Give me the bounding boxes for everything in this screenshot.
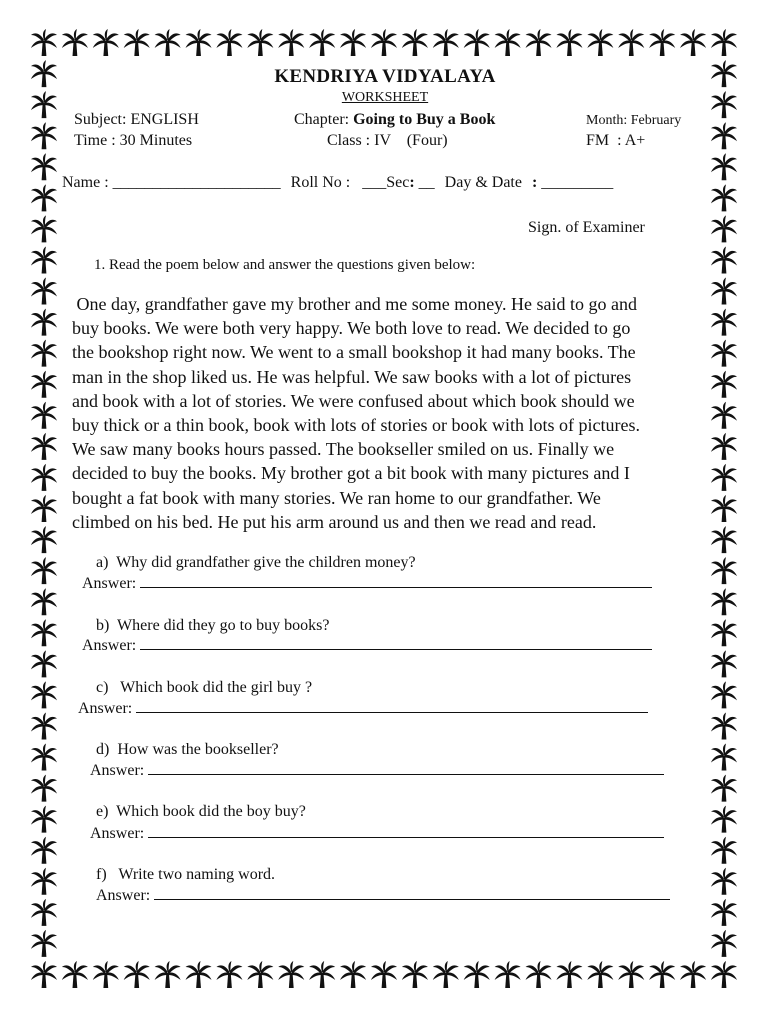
section-colon: : (409, 174, 415, 191)
section-label: ___Sec (362, 174, 410, 191)
palm-tree-icon (464, 29, 490, 56)
palm-tree-icon (711, 340, 737, 367)
palm-tree-icon (618, 961, 644, 988)
date-label: Day & Date (444, 174, 522, 191)
palm-tree-icon (495, 29, 521, 56)
palm-tree-icon (31, 215, 57, 242)
class: Class : IV (Four) (327, 132, 448, 149)
palm-tree-icon (711, 899, 737, 926)
palm-tree-icon (495, 961, 521, 988)
palm-tree-icon (31, 464, 57, 491)
palm-tree-icon (711, 588, 737, 615)
name-field[interactable]: _____________________ (112, 174, 281, 191)
palm-tree-icon (216, 961, 242, 988)
palm-tree-icon (711, 402, 737, 429)
palm-tree-icon (155, 29, 181, 56)
chapter-label: Chapter: (294, 111, 350, 128)
poem-line: decided to buy the books. My brother got a bit book with many pictures and I (72, 463, 630, 484)
palm-tree-icon (31, 184, 57, 211)
answer-e-line[interactable] (148, 825, 664, 838)
palm-tree-icon (711, 961, 737, 988)
palm-tree-icon (186, 961, 212, 988)
school-name: KENDRIYA VIDYALAYA (274, 66, 496, 87)
palm-tree-icon (31, 588, 57, 615)
question-d: d) How was the bookseller? (96, 741, 279, 758)
palm-tree-icon (31, 153, 57, 180)
palm-tree-icon (711, 619, 737, 646)
palm-tree-icon (680, 29, 706, 56)
palm-tree-icon (711, 246, 737, 273)
palm-tree-icon (278, 961, 304, 988)
palm-tree-icon (62, 961, 88, 988)
palm-tree-icon (31, 246, 57, 273)
chapter (294, 111, 495, 129)
palm-tree-icon (186, 29, 212, 56)
answer-c-line[interactable] (136, 700, 648, 713)
palm-tree-icon (556, 961, 582, 988)
poem-passage (72, 292, 712, 534)
palm-tree-icon (711, 806, 737, 833)
palm-tree-icon (62, 29, 88, 56)
palm-tree-icon (31, 712, 57, 739)
palm-tree-icon (31, 837, 57, 864)
poem-line: man in the shop liked us. He was helpful. We saw books with a lot of pictures (72, 366, 632, 387)
answer-c (78, 700, 648, 718)
palm-tree-icon (711, 868, 737, 895)
palm-tree-icon (649, 961, 675, 988)
answer-a (82, 575, 652, 593)
answer-d-line[interactable] (148, 762, 664, 775)
full-marks: FM : A+ (586, 132, 646, 149)
palm-tree-icon (711, 526, 737, 553)
time: Time : 30 Minutes (74, 132, 193, 149)
student-info-row (62, 174, 613, 192)
subject: Subject: ENGLISH (74, 111, 199, 128)
palm-tree-icon (402, 29, 428, 56)
palm-tree-icon (711, 184, 737, 211)
roll-label: Roll No : (290, 174, 351, 191)
section-field[interactable]: __ (418, 174, 435, 191)
palm-tree-icon (93, 29, 119, 56)
palm-tree-icon (618, 29, 644, 56)
palm-tree-icon (31, 122, 57, 149)
palm-tree-icon (340, 29, 366, 56)
palm-tree-icon (31, 868, 57, 895)
palm-tree-icon (31, 806, 57, 833)
date-colon: : (531, 174, 538, 191)
palm-tree-icon (711, 309, 737, 336)
palm-tree-icon (711, 29, 737, 56)
palm-tree-icon (711, 775, 737, 802)
answer-f (96, 887, 670, 905)
poem-line: the bookshop right now. We went to a small bookshop it had many books. The (72, 342, 636, 363)
answer-label: Answer: (82, 575, 137, 592)
palm-tree-icon (31, 930, 57, 957)
palm-tree-icon (31, 681, 57, 708)
palm-tree-icon (711, 278, 737, 305)
palm-tree-icon (711, 433, 737, 460)
palm-tree-icon (526, 29, 552, 56)
palm-tree-icon (711, 557, 737, 584)
question-e: e) Which book did the boy buy? (96, 803, 306, 820)
poem-line: bought a fat book with many stories. We ran home to our grandfather. We (72, 487, 601, 508)
question-c: c) Which book did the girl buy ? (96, 679, 313, 696)
palm-tree-icon (124, 29, 150, 56)
answer-d (90, 762, 664, 780)
palm-tree-icon (711, 464, 737, 491)
palm-tree-icon (31, 557, 57, 584)
answer-e (90, 825, 664, 843)
worksheet-title: WORKSHEET (341, 90, 429, 105)
answer-f-line[interactable] (154, 887, 670, 900)
palm-tree-icon (31, 650, 57, 677)
name-label: Name : (62, 174, 109, 191)
palm-tree-icon (31, 402, 57, 429)
palm-tree-icon (31, 309, 57, 336)
palm-tree-icon (464, 961, 490, 988)
chapter-title: Going to Buy a Book (353, 111, 496, 128)
answer-label: Answer: (90, 762, 145, 779)
palm-tree-icon (247, 961, 273, 988)
palm-tree-icon (31, 899, 57, 926)
poem-line: climbed on his bed. He put his arm around us and then we read and read. (72, 511, 597, 532)
poem-line: buy thick or a thin book, book with lots of stories or book with lots of pictures. (72, 415, 640, 436)
palm-tree-icon (711, 837, 737, 864)
palm-tree-icon (402, 961, 428, 988)
month: Month: February (586, 113, 682, 128)
palm-tree-icon (587, 961, 613, 988)
examiner-signature: Sign. of Examiner (528, 219, 645, 236)
palm-tree-icon (247, 29, 273, 56)
palm-tree-icon (309, 29, 335, 56)
palm-tree-icon (31, 340, 57, 367)
poem-line: One day, grandfather gave my brother and me some money. He said to go and (72, 294, 637, 314)
instruction: 1. Read the poem below and answer the questions given below: (94, 257, 476, 273)
palm-tree-icon (711, 650, 737, 677)
answer-b-line[interactable] (140, 637, 652, 650)
answer-label: Answer: (78, 700, 133, 717)
palm-tree-icon (31, 495, 57, 522)
palm-tree-icon (155, 961, 181, 988)
question-f: f) Write two naming word. (96, 866, 276, 883)
palm-tree-icon (433, 961, 459, 988)
palm-tree-icon (31, 371, 57, 398)
palm-tree-icon (711, 122, 737, 149)
palm-tree-icon (31, 775, 57, 802)
palm-tree-icon (31, 961, 57, 988)
answer-b (82, 637, 652, 655)
palm-tree-icon (371, 961, 397, 988)
palm-tree-icon (31, 278, 57, 305)
palm-tree-icon (649, 29, 675, 56)
palm-tree-icon (556, 29, 582, 56)
answer-label: Answer: (90, 825, 145, 842)
palm-tree-icon (31, 619, 57, 646)
palm-tree-icon (526, 961, 552, 988)
poem-line: and book with a lot of stories. We were confused about which book should we (72, 390, 635, 411)
poem-line: buy books. We were both very happy. We both love to read. We decided to go (72, 318, 631, 339)
palm-tree-icon (711, 744, 737, 771)
poem-line: We saw many books hours passed. The bookseller smiled on us. Finally we (72, 439, 615, 460)
palm-tree-icon (433, 29, 459, 56)
palm-tree-icon (124, 961, 150, 988)
palm-tree-icon (371, 29, 397, 56)
palm-tree-icon (93, 961, 119, 988)
palm-tree-icon (680, 961, 706, 988)
palm-tree-icon (340, 961, 366, 988)
palm-tree-icon (31, 526, 57, 553)
answer-label: Answer: (96, 887, 151, 904)
palm-tree-icon (711, 681, 737, 708)
palm-tree-icon (31, 29, 57, 56)
answer-a-line[interactable] (140, 575, 652, 588)
palm-tree-icon (216, 29, 242, 56)
palm-tree-icon (31, 744, 57, 771)
palm-tree-icon (278, 29, 304, 56)
palm-tree-icon (711, 371, 737, 398)
palm-tree-icon (587, 29, 613, 56)
question-a: a) Why did grandfather give the children money? (96, 554, 416, 571)
palm-tree-icon (31, 433, 57, 460)
palm-tree-icon (309, 961, 335, 988)
palm-tree-icon (711, 495, 737, 522)
palm-tree-icon (711, 712, 737, 739)
date-field[interactable]: _________ (541, 174, 614, 191)
palm-tree-icon (711, 153, 737, 180)
palm-tree-icon (711, 930, 737, 957)
palm-tree-icon (711, 215, 737, 242)
answer-label: Answer: (82, 637, 137, 654)
question-b: b) Where did they go to buy books? (96, 617, 330, 634)
